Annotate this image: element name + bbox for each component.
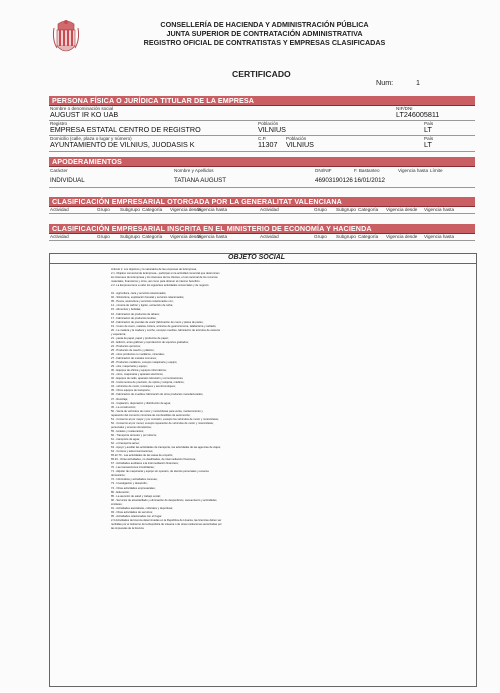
company-nif: LT246005811 [396, 110, 440, 119]
purpose-line: 60 - Transporte terrestre y por tubería; [111, 433, 157, 437]
purpose-line: 2.3 Actividades de licencia determinadas en la República de Lituania, las licencias deben ser [111, 518, 222, 522]
purpose-line: 63 - Apoyo y auxiliar las actividades de transporte, las actividades de las agencias de viajes; [111, 446, 221, 450]
purpose-line: 67 - Actividades auxiliares a la intermediación financiera; [111, 462, 179, 466]
entity-section-header [49, 96, 475, 106]
address-label: Domicilio (calle, plaza o lugar y número) [50, 136, 132, 141]
purpose-line: 22 - Edición, artes gráficas y reproducción de soportes grabados; [111, 340, 189, 344]
purpose-line: 91 - Actividades asociativas, culturales y deportivas; [111, 506, 173, 510]
classification-column-header: Actividad [50, 207, 69, 212]
postal-code-label: C.P. [258, 136, 267, 141]
purpose-line: 93 - Otras actividades de servicios; [111, 510, 153, 514]
classification-column-header: Grupo [314, 207, 327, 212]
purpose-line: 16 - Fabricación de productos de tabaco; [111, 312, 160, 316]
certificate-number-label: Num: [376, 78, 394, 87]
certificate-number: 1 [416, 78, 420, 87]
classification-column-header: Subgrupo [120, 234, 140, 239]
purpose-line: 21 - pasta de papel, papel y productos de papel; [111, 336, 169, 340]
meh-classification-title: CLASIFICACIÓN EMPRESARIAL INSCRITA EN EL MINISTERIO DE ECONOMÍA Y HACIENDA [52, 224, 372, 233]
purpose-line: 80 - Educación; [111, 490, 130, 494]
purpose-line: domésticos; [111, 474, 126, 478]
purpose-line: 51 - Comercio al por mayor y por comisión, excepto los vehículos de motor y motocicletas; [111, 417, 219, 421]
purpose-line: 41 - Captación, depuración y distribución de agua; [111, 401, 171, 405]
purpose-line: 90 - Servicios de alcantarillado y eliminación de desperdicios, saneamiento y actividades [111, 498, 217, 502]
certificate-title: CERTIFICADO [232, 69, 291, 79]
nif-label: NIF/DNI [396, 106, 413, 111]
town-label: Población [258, 121, 279, 126]
classification-column-header: Grupo [314, 234, 327, 239]
country-label: País [424, 121, 434, 126]
purpose-line: 70 - Las transacciones inmobiliarias; [111, 466, 155, 470]
country-label-2: País [424, 136, 434, 141]
purpose-line: 28 - Productos metálicos, excepto maquinaria y equipo; [111, 361, 178, 365]
power-holder-dni: 46903190126 [315, 177, 353, 184]
purpose-line: 50 - Venta de vehículos de motor y motocicletas para venta, mantenimiento y [111, 409, 203, 413]
classification-column-header: Vigencia hasta [424, 234, 455, 239]
col-bastanteo: F. Bastanteo [354, 168, 380, 173]
purpose-line: 34 - vehículos de motor, remolques y semirremolques; [111, 385, 176, 389]
classification-column-header: Vigencia hasta [197, 207, 228, 212]
entity-section-title: PERSONA FÍSICA O JURÍDICA TITULAR DE LA EMPRESA [52, 96, 255, 105]
purpose-line: 73 - Investigación y desarrollo; [111, 482, 148, 486]
gv-classification-title: CLASIFICACIÓN EMPRESARIAL OTORGADA POR LA GENERALITAT VALENCIANA [52, 197, 342, 206]
purpose-line: los intereses de la Empresa y los intereses de los clientes, el uso racional de los recursos [111, 276, 218, 280]
meh-classification-header [49, 224, 475, 234]
purpose-line: 95 - Actividades relacionadas con el hogar. [111, 514, 163, 518]
power-type: INDIVIDUAL [50, 177, 85, 184]
power-bastanteo-date: 16/01/2012 [354, 177, 385, 184]
purpose-line: Artículo 2. Los objetivos y la naturaleza de las empresas de la Empresa [111, 268, 197, 271]
purpose-line: similares; [111, 502, 123, 506]
header-line-1: CONSELLERÍA DE HACIENDA Y ADMINISTRACIÓN PÚBLICA [160, 20, 369, 29]
generalitat-coat-of-arms-logo [52, 18, 80, 58]
purpose-line: las impuestas de la licencia [111, 527, 144, 530]
col-limite: Límite [430, 168, 443, 173]
purpose-line: materiales, financieros y otros, así como para obtener el máximo beneficio. [111, 280, 201, 284]
classification-column-header: Grupo [97, 207, 110, 212]
purpose-line: 33 - Instrumentos de precisión, de óptica y relojería, médicos; [111, 381, 185, 385]
header-line-2: JUNTA SUPERIOR DE CONTRATACIÓN ADMINISTRATIVA [166, 29, 363, 38]
purpose-line: 01 - Agricultura, caza y servicios relacionados; [111, 292, 167, 296]
divider [49, 263, 476, 264]
purpose-line: 18 - Fabricación de prendas de vestir (fabricación de cuero y pieles de pieles; [111, 320, 204, 324]
corporate-purpose-title: OBJETO SOCIAL [228, 254, 286, 261]
registry-value: EMPRESA ESTATAL CENTRO DE REGISTRO [50, 125, 201, 134]
classification-column-header: Categoría [142, 207, 163, 212]
corporate-purpose-text [111, 268, 301, 531]
classification-column-header: Vigencia hasta [197, 234, 228, 239]
classification-column-header: Categoría [358, 207, 379, 212]
classification-column-header: Vigencia desde [386, 234, 418, 239]
purpose-line: 2.2. La Empresa tiene a cabo los siguientes actividades comerciales y de negocio: [111, 284, 210, 288]
purpose-line: 64 - Correos y telecomunicaciones; [111, 450, 154, 454]
purpose-line: 24 - Productos químicos; [111, 344, 141, 348]
classification-column-header: Grupo [97, 234, 110, 239]
registry-label: Registro [50, 121, 68, 126]
purpose-line: recibidas por el Gobierno de la República de Lituania o de otras instituciones autorizadas por [111, 522, 222, 526]
purpose-line: 26 - otros productos no metálicos, minerales; [111, 352, 165, 356]
purpose-line: 45 - La construcción; [111, 405, 136, 409]
classification-column-header: Vigencia hasta [424, 207, 455, 212]
town-value: VILNIUS [258, 125, 286, 134]
purpose-line: 14 - minería de carbón y lignito, extracción de turba; [111, 304, 173, 308]
purpose-line: 72 - Informática y actividades conexas; [111, 478, 158, 482]
postal-code-value: 11307 [258, 140, 278, 149]
issuing-authority-header [92, 20, 437, 47]
classification-column-header: Subgrupo [120, 207, 140, 212]
purpose-line: 55 - Hoteles y restaurantes; [111, 429, 145, 433]
classification-column-header: Actividad [50, 234, 69, 239]
purpose-line: 29 - otra, maquinaria y equipo; [111, 365, 148, 369]
col-caracter: Carácter [50, 168, 68, 173]
purpose-line: 02 - Silvicultura, explotación forestal y servicios relacionados; [111, 296, 185, 300]
purpose-line: 65.22.70 - Las actividades de las casas de empeño; [111, 454, 174, 458]
purpose-line: 62 - el transporte aéreo; [111, 442, 140, 446]
country-value: LT [424, 125, 432, 134]
purpose-line: 52 - Comercio al por menor, excepto reparación de vehículos de motor y motocicletas; [111, 421, 214, 425]
classification-column-header: Vigencia desde [170, 234, 202, 239]
purpose-line: y espartería; [111, 332, 126, 336]
town-value-2: VILNIUS [286, 140, 314, 149]
purpose-line: 2.1. Objetivo comercial de la Empresa - participar en la actividad comercial que determinan [111, 272, 220, 276]
divider [49, 151, 475, 152]
purpose-line: 15 - Alimentos y bebidas; [111, 308, 142, 312]
purpose-line: reparación del comercio minorista de combustibles de automoción; [111, 413, 191, 417]
name-label: Nombre o denominación social [50, 106, 114, 111]
col-dni: DNI/NIF [315, 168, 332, 173]
purpose-line: 31 - otros, maquinaria y aparatos eléctricos; [111, 373, 164, 377]
town-label-2: Población [286, 136, 307, 141]
classification-column-header: Categoría [358, 234, 379, 239]
classification-column-header: Actividad [260, 234, 279, 239]
powers-section-header [49, 157, 475, 167]
purpose-line: 37 - Reciclaje; [111, 397, 129, 401]
header-line-3: REGISTRO OFICIAL DE CONTRATISTAS Y EMPRESAS CLASIFICADAS [143, 38, 386, 47]
purpose-line: 61 - transporte de agua; [111, 437, 140, 441]
purpose-line: 35 - Otros equipos de transporte; [111, 389, 151, 393]
gv-classification-header [49, 197, 475, 207]
address-value: AYUNTAMIENTO DE VILNIUS, JUODASIS K [50, 140, 195, 149]
purpose-line: 17 - Fabricación de productos textiles; [111, 316, 157, 320]
classification-column-header: Vigencia desde [170, 207, 202, 212]
purpose-line: 71 - Alquiler de maquinaria y equipo sin operario, de efectos personales y enseres [111, 470, 209, 474]
purpose-line: 65.23 - Otras actividades, no clasificadas, de intermediación financiera; [111, 458, 196, 462]
purpose-line: 25 - Productos de caucho y plástico; [111, 348, 155, 352]
powers-section-title: APODERAMIENTOS [52, 157, 122, 166]
purpose-line: 85 - La atención de salud y trabajo social; [111, 494, 161, 498]
col-nombre: Nombre y Apellidos [174, 168, 214, 173]
purpose-line: 32 - Equipos de radio, aparatos televisión y comunicaciones; [111, 377, 184, 381]
divider [49, 240, 475, 241]
purpose-line: 05 - Pesca, acuicultura y servicios relacionados con; [111, 300, 174, 304]
classification-column-header: Vigencia desde [386, 207, 418, 212]
purpose-line: 27 - Fabricación de metales comunes; [111, 357, 157, 361]
purpose-line: 30 - Equipos de oficina y equipos informáticos; [111, 369, 167, 373]
divider [49, 187, 475, 188]
divider [49, 213, 475, 214]
purpose-line: 19 - Cuero de cuero, maletas, bolsos, artículos de guarnicionería, talabartería y calzado; [111, 324, 217, 328]
classification-column-header: Subgrupo [336, 234, 356, 239]
company-name: AUGUST IR KO UAB [50, 110, 119, 119]
power-holder-name: TATIANA AUGUST [174, 177, 227, 184]
col-vigencia-hasta: Vigencia hasta [398, 168, 429, 173]
purpose-line: 20 - La madera y la madera y corcho, excepto muebles, fabricación de artículos de cestería [111, 328, 220, 332]
purpose-line: personales y enseres domésticos; [111, 425, 152, 429]
classification-column-header: Actividad [260, 207, 279, 212]
classification-column-header: Categoría [142, 234, 163, 239]
purpose-line: 74 - Otras actividades empresariales; [111, 486, 156, 490]
country-value-2: LT [424, 140, 432, 149]
purpose-line: 36 - Fabricación de muebles; fabricación de otros productos manufacturados; [111, 393, 204, 397]
classification-column-header: Subgrupo [336, 207, 356, 212]
